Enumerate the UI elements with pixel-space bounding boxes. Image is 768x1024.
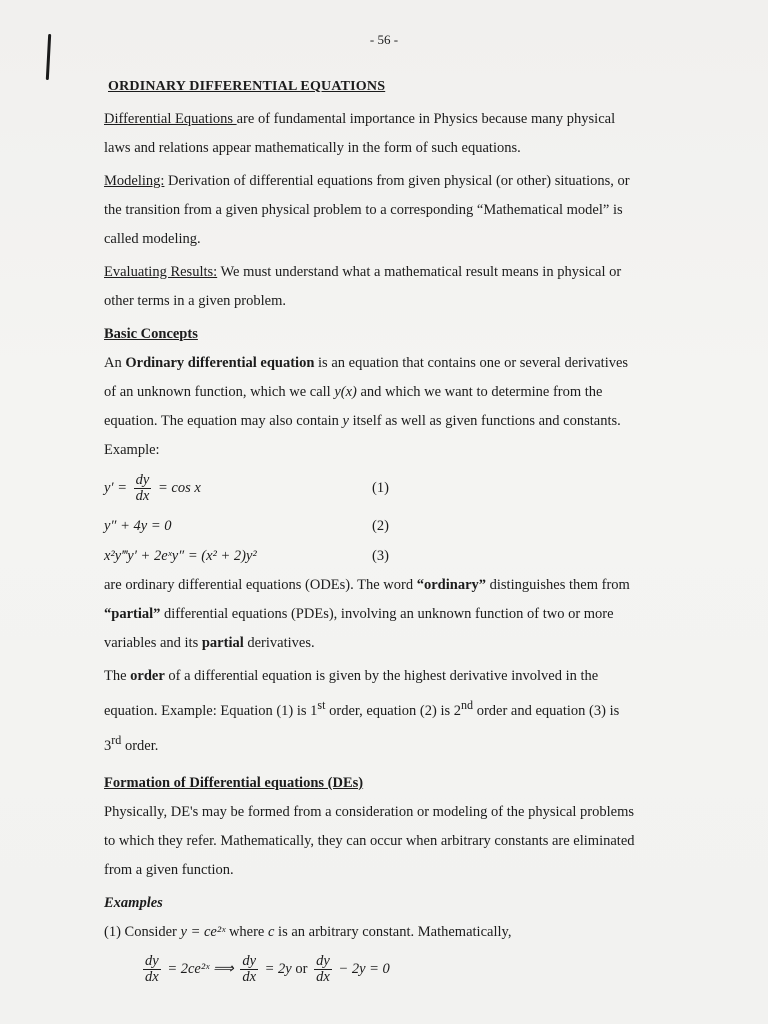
- order-paragraph: The order of a differential equation is given by the highest derivative involved in the equation. Example: Equation (1) is 1st order, equation (2) is 2nd order and equation (3) is 3rd order.: [104, 668, 620, 754]
- evaluating-paragraph: Evaluating Results: We must understand what a mathematical result means in physical or other terms in a given problem.: [104, 264, 622, 309]
- equation-1: y′ = $\frac{dy}{dx}$ = cos x (1): [104, 472, 389, 505]
- modeling-paragraph: Modeling: Derivation of differential equations from given physical (or other) situations, or the transition from a given physical problem to a corresponding “Mathematical model” is called modeling.: [104, 173, 630, 247]
- formation-section: Formation of Differential equations (DEs) Physically, DE's may be formed from a consideration or modeling of the physical problems to which they refer. Mathematically, they can occur when arbitrary constants are eliminated from a given function.: [104, 774, 635, 878]
- equation-number: (2): [372, 518, 389, 534]
- intro-term: Differential Equations: [104, 111, 237, 127]
- fraction-dy-dx: $\frac{dy}{dx}$: [145, 952, 159, 985]
- examples-section: Examples (1) Consider y = ce²ˣ where c is an arbitrary constant. Mathematically, $\frac{dy}{dx}$ = 2ce²ˣ ⟹ $\frac{dy}{dx}$ = 2y or $\frac{dy}{dx}$ − 2y = 0: [104, 889, 690, 991]
- formation-heading: Formation of Differential equations (DEs): [104, 774, 364, 791]
- fraction-dy-dx: $\frac{dy}{dx}$: [135, 472, 150, 505]
- page-content: [104, 72, 690, 991]
- basic-concepts-heading: Basic Concepts: [104, 326, 198, 342]
- examples-heading: Examples: [104, 894, 163, 911]
- intro-paragraph: Differential Equations are of fundamental importance in Physics because many physical laws and relations appear mathematically in the form of such equations.: [104, 111, 616, 156]
- example-1-derivation: $\frac{dy}{dx}$ = 2ce²ˣ ⟹ $\frac{dy}{dx}$ = 2y or $\frac{dy}{dx}$ − 2y = 0: [145, 952, 390, 985]
- equation-2: y″ + 4y = 0 (2): [104, 511, 690, 541]
- basic-concepts-section: Basic Concepts An Ordinary differential equation is an equation that contains one or several derivatives of an unknown function, which we call y(x) and which we want to determine from the equation. The equation may also contain y itself as well as given functions and constants. Example: y′ = $\frac{dy}{dx}$ = cos x (1) y″ + 4y = 0 (2) x²y‴y′ + 2eˣy″ = (x² + 2)y² (3) are ordinary differential equations (ODEs). The word “ordinary” distinguishes them from “partial” differential equations (PDEs), involving an unknown function of two or more variables and its partial derivatives.: [104, 320, 690, 658]
- equation-number: (3): [372, 548, 389, 564]
- fraction-dy-dx: $\frac{dy}{dx}$: [242, 952, 257, 985]
- equation-number: (1): [372, 480, 389, 496]
- modeling-term: Modeling:: [104, 173, 165, 189]
- equation-3: x²y‴y′ + 2eˣy″ = (x² + 2)y² (3): [104, 541, 690, 571]
- evaluating-term: Evaluating Results:: [104, 264, 218, 280]
- document-title: ORDINARY DIFFERENTIAL EQUATIONS: [108, 79, 386, 94]
- fraction-dy-dx: $\frac{dy}{dx}$: [316, 952, 330, 985]
- page-number: - 56 -: [369, 32, 399, 47]
